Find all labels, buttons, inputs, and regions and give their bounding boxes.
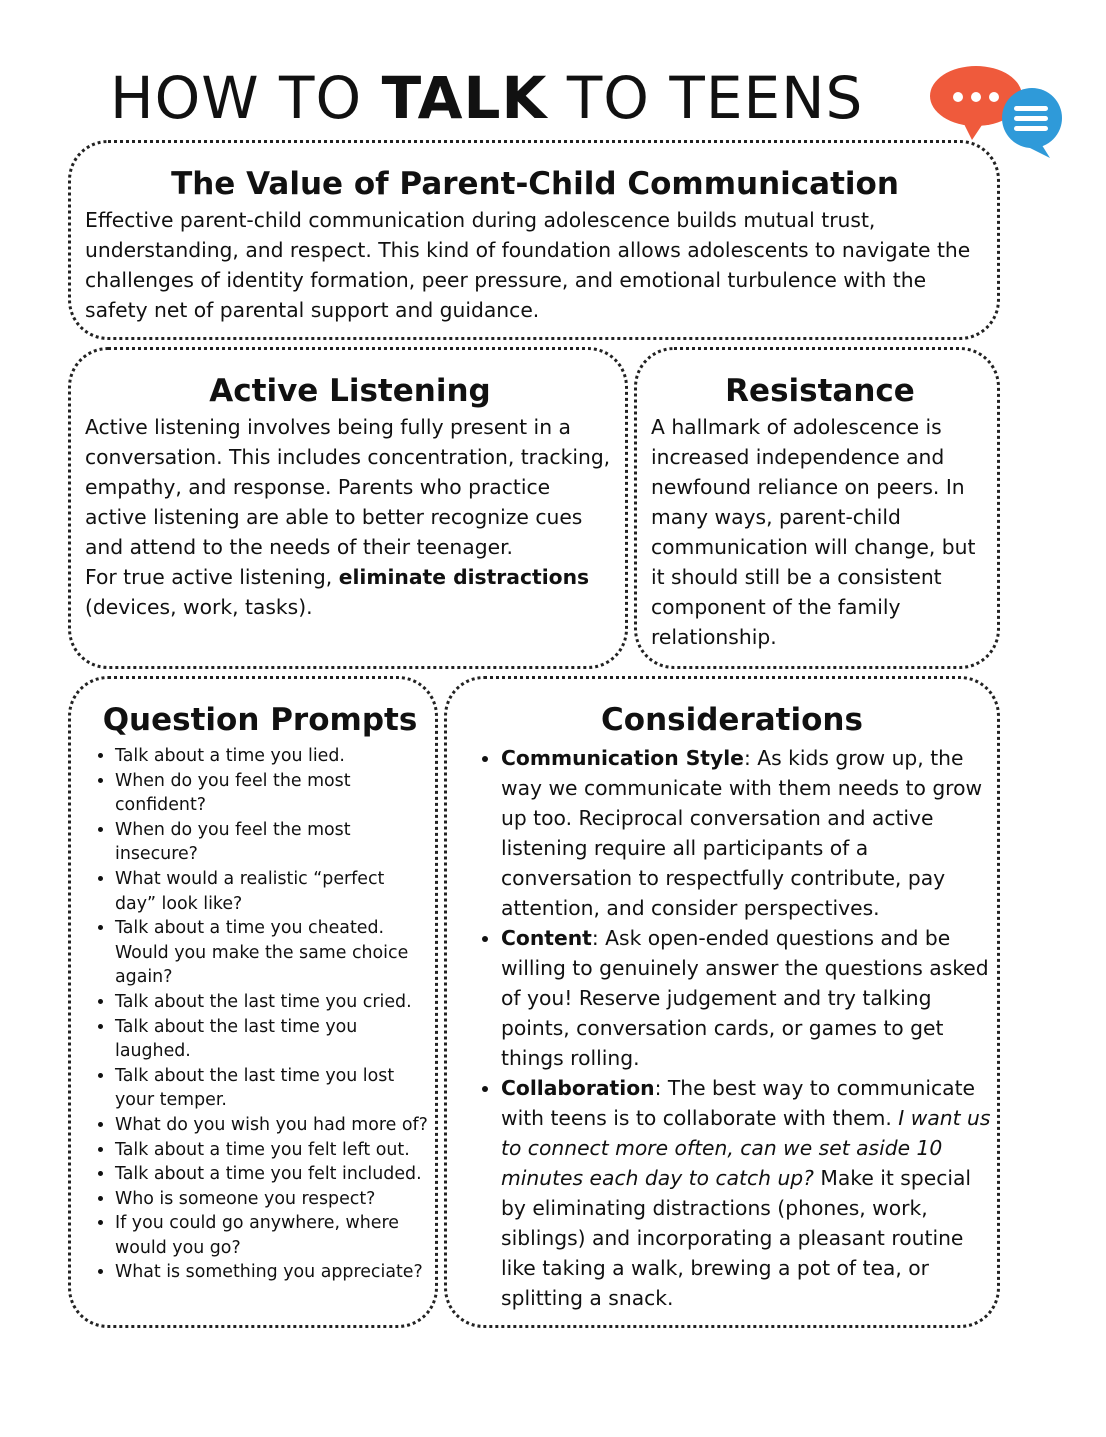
title-bold: TALK xyxy=(381,64,548,132)
list-item: • What would a realistic “perfect day” look like? xyxy=(115,867,429,916)
list-item: • What is something you appreciate? xyxy=(115,1260,429,1285)
question-prompts-section xyxy=(68,676,438,1328)
consideration-label: Content xyxy=(501,926,592,950)
consideration-example-quote: I want us to connect more often, can we set aside 10 minutes each day to catch up? xyxy=(501,1106,991,1190)
active-listening-tip: For true active listening, eliminate distractions (devices, work, tasks). xyxy=(85,565,590,619)
consideration-collaboration: • Collaboration: The best way to communicate with teens is to collaborate with them. I want us to connect more often, can we set aside 10 minutes each day to catch up? Make it special by eliminating distractions (phones, work, siblings) and incorporating a pleasant routine like taking a walk, brewing a pot of tea, or splitting a snack. xyxy=(501,1073,991,1313)
list-item: • Who is someone you respect? xyxy=(115,1187,429,1212)
considerations-section xyxy=(444,676,1000,1328)
list-item: • Talk about the last time you laughed. xyxy=(115,1015,429,1064)
consideration-content: • Content: Ask open-ended questions and be willing to genuinely answer the questions asked of you! Reserve judgement and try talking points, conversation cards, or games to get things rolling. xyxy=(501,923,991,1073)
question-prompts-heading: Question Prompts xyxy=(102,702,418,738)
question-prompts-list xyxy=(91,744,429,1285)
list-item: • Talk about a time you lied. xyxy=(115,744,429,769)
value-body: Effective parent-child communication during adolescence builds mutual trust, understanding, and respect. This kind of foundation allows adolescents to navigate the challenges of identity formation, peer pressure, and emotional turbulence with the safety net of parental support and guidance. xyxy=(85,208,971,322)
consideration-label: Communication Style xyxy=(501,746,744,770)
consideration-communication-style: • Communication Style: As kids grow up, the way we communicate with them needs to grow up too. Reciprocal conversation and active listening require all participants of a conversation to respectfully contribute, pay attention, and consider perspectives. xyxy=(501,743,991,923)
list-item: • Talk about a time you felt left out. xyxy=(115,1138,429,1163)
consideration-label: Collaboration xyxy=(501,1076,655,1100)
list-item: • When do you feel the most confident? xyxy=(115,769,429,818)
active-listening-body: Active listening involves being fully present in a conversation. This includes concentration, tracking, empathy, and response. Parents who practice active listening are able to better recognize cues and attend to the needs of their teenager. xyxy=(85,415,611,559)
list-item: • What do you wish you had more of? xyxy=(115,1113,429,1138)
list-item: • Talk about a time you felt included. xyxy=(115,1162,429,1187)
value-section xyxy=(68,140,1000,340)
title-suffix: TO TEENS xyxy=(547,64,864,132)
active-listening-section xyxy=(68,347,628,669)
page-title xyxy=(110,62,863,134)
resistance-section xyxy=(634,347,1000,669)
active-listening-tip-bold: eliminate distractions xyxy=(338,565,590,589)
active-listening-heading: Active Listening xyxy=(209,373,491,409)
list-item: • Talk about a time you cheated. Would you make the same choice again? xyxy=(115,916,429,990)
speech-bubble-front-icon xyxy=(1002,88,1062,158)
list-item: • When do you feel the most insecure? xyxy=(115,818,429,867)
resistance-body: A hallmark of adolescence is increased independence and newfound reliance on peers. In many ways, parent-child communication will change, but it should still be a consistent component of the family relationship. xyxy=(651,415,976,649)
considerations-heading: Considerations xyxy=(601,702,863,738)
resistance-heading: Resistance xyxy=(725,373,915,409)
considerations-list xyxy=(473,743,991,1313)
list-item: • If you could go anywhere, where would you go? xyxy=(115,1211,429,1260)
list-item: • Talk about the last time you lost your temper. xyxy=(115,1064,429,1113)
title-prefix: HOW TO xyxy=(110,64,382,132)
value-heading: The Value of Parent-Child Communication xyxy=(171,166,899,202)
list-item: • Talk about the last time you cried. xyxy=(115,990,429,1015)
